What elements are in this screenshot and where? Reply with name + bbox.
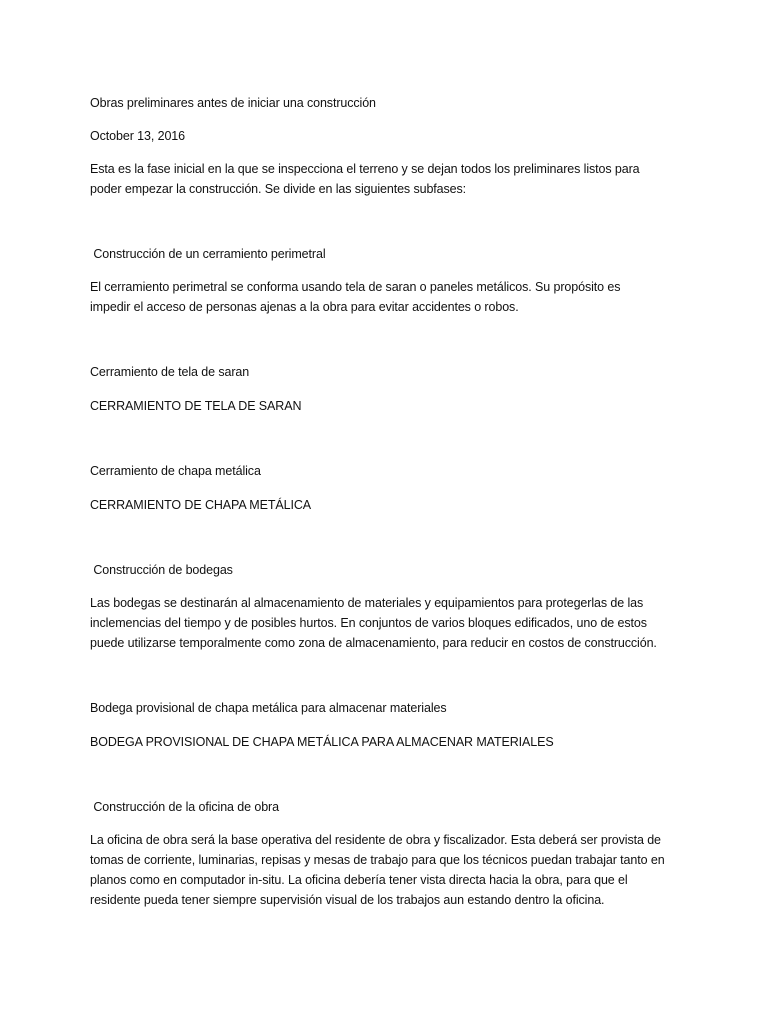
intro-paragraph: Esta es la fase inicial en la que se inspecciona el terreno y se dejan todos los preliminares listos para poder empezar la construcción. Se divide en las siguientes subfases: (90, 162, 643, 196)
document-title: Obras preliminares antes de iniciar una construcción (90, 96, 376, 110)
section-body-bodegas: Las bodegas se destinarán al almacenamiento de materiales y equipamientos para protegerlas de las inclemencias del tiempo y de posibles hurtos. En conjuntos de varios bloques edificados, uno de estos puede utilizarse temporalmente como zona de almacenamiento, para reducir en costos de construcción. (90, 596, 657, 650)
section-heading-cerramiento: Construcción de un cerramiento perimetral (90, 247, 326, 261)
figure-label-tela-saran: CERRAMIENTO DE TELA DE SARAN (90, 399, 302, 413)
figure-caption-tela-saran: Cerramiento de tela de saran (90, 365, 250, 379)
section-heading-oficina: Construcción de la oficina de obra (90, 800, 279, 814)
figure-label-chapa-metalica: CERRAMIENTO DE CHAPA METÁLICA (90, 498, 311, 512)
section-body-cerramiento: El cerramiento perimetral se conforma usando tela de saran o paneles metálicos. Su propósito es impedir el acceso de personas ajenas a la obra para evitar accidentes o robos. (90, 280, 624, 314)
figure-label-bodega: BODEGA PROVISIONAL DE CHAPA METÁLICA PARA ALMACENAR MATERIALES (90, 735, 554, 749)
document-date: October 13, 2016 (90, 129, 185, 143)
figure-caption-chapa-metalica: Cerramiento de chapa metálica (90, 464, 261, 478)
section-heading-bodegas: Construcción de bodegas (90, 563, 233, 577)
figure-caption-bodega: Bodega provisional de chapa metálica para almacenar materiales (90, 701, 447, 715)
section-body-oficina: La oficina de obra será la base operativa del residente de obra y fiscalizador. Esta deberá ser provista de tomas de corriente, luminarias, repisas y mesas de trabajo para que los técnicos puedan trabajar tanto en planos como en computador in-situ. La oficina debería tener vista directa hacia la obra, para que el residente pueda tener siempre supervisión visual de los trabajos aun estando dentro la oficina. (90, 833, 668, 907)
